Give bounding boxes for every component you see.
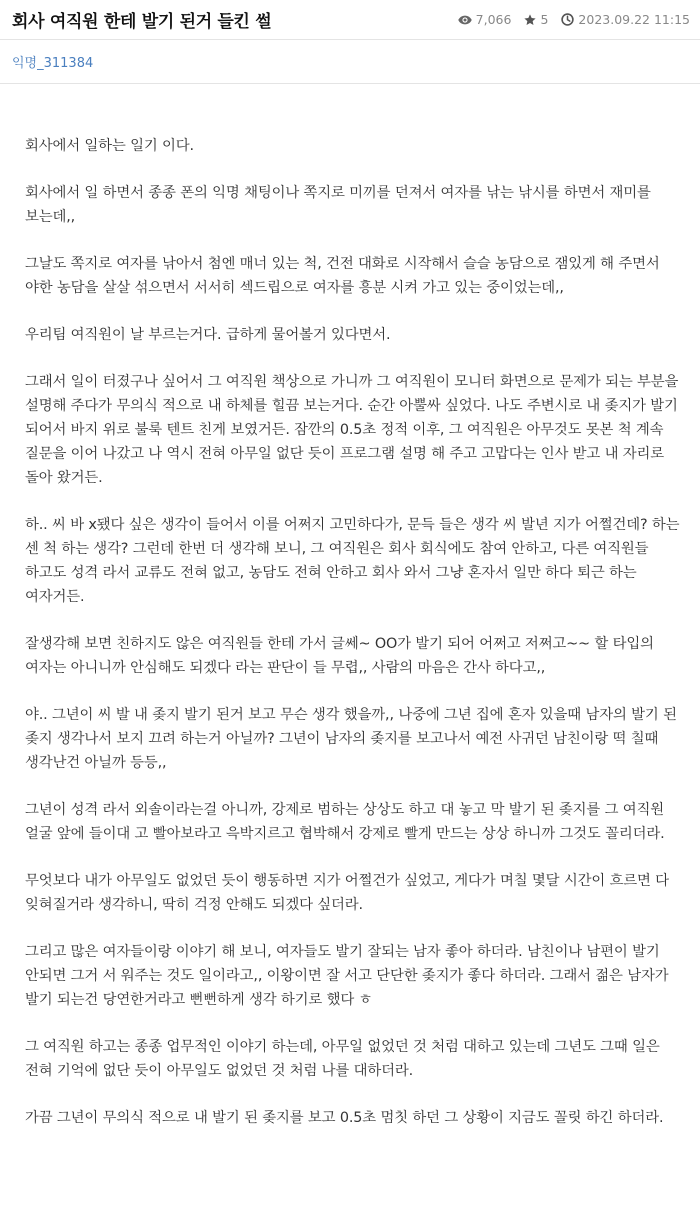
body-paragraph: 그리고 많은 여자들이랑 이야기 해 보니, 여자들도 발기 잘되는 남자 좋아 하더라. 남친이나 남편이 발기 안되면 그거 서 워주는 것도 일이라고,, 이왕이면 잘 서고 단단한 좆지가 좋다 하더라. 그래서 젊은 남자가 발기 되는건 당연한거라고 뻔뻔하게 생각 하기로 했다 ㅎ xyxy=(25,944,669,1008)
body-paragraph: 무엇보다 내가 아무일도 없었던 듯이 행동하면 지가 어쩔건가 싶었고, 게다가 며칠 몇달 시간이 흐르면 다 잊혀질거라 생각하니, 딱히 걱정 안해도 되겠다 싶더라. xyxy=(25,873,669,913)
post-datetime-value: 2023.09.22 11:15 xyxy=(578,12,690,27)
clock-icon xyxy=(561,13,578,26)
post-stats xyxy=(445,12,690,27)
body-paragraph: 회사에서 일 하면서 종종 폰의 익명 채팅이나 쪽지로 미끼를 던져서 여자를 낚는 낚시를 하면서 재미를 보는데,, xyxy=(25,185,651,225)
body-paragraph: 가끔 그년이 무의식 적으로 내 발기 된 좆지를 보고 0.5초 멈칫 하던 그 상황이 지금도 꼴릿 하긴 하더라. xyxy=(25,1110,664,1126)
star-count-value: 5 xyxy=(540,12,549,27)
view-count xyxy=(458,12,512,27)
body-paragraph: 그년이 성격 라서 외솔이라는걸 아니까, 강제로 범하는 상상도 하고 대 놓고 막 발기 된 좆지를 그 여직원 얼굴 앞에 들이대 고 빨아보라고 윽박지르고 협박해서 강제로 빨게 만드는 상상 하니까 그것도 꼴리더라. xyxy=(25,802,665,842)
body-paragraph: 잘생각해 보면 친하지도 않은 여직원들 한테 가서 글쎄~ OO가 발기 되어 어쩌고 저쩌고~~ 할 타입의 여자는 아니니까 안심해도 되겠다 라는 판단이 들 무렵,, 사람의 마음은 간사 하다고,, xyxy=(25,636,654,676)
body-paragraph: 하.. 씨 바 x됐다 싶은 생각이 들어서 이를 어쩌지 고민하다가, 문득 들은 생각 씨 발년 지가 어쩔건데? 하는 센 척 하는 생각? 그런데 한번 더 생각해 보니, 그 여직원은 회사 회식에도 참여 안하고, 다른 여직원들 하고도 성격 라서 교류도 전혀 없고, 농담도 전혀 안하고 회사 와서 그냥 혼자서 일만 하다 퇴근 하는 여자거든. xyxy=(25,517,680,605)
author-row xyxy=(0,40,700,84)
body-paragraph: 야.. 그년이 씨 발 내 좆지 발기 된거 보고 무슨 생각 했을까,, 나중에 그년 집에 혼자 있을때 남자의 발기 된 좆지 생각나서 보지 끄려 하는거 아닐까? 그년이 남자의 좆지를 보고나서 예전 사귀던 남친이랑 떡 칠때 생각난건 아닐까 등등,, xyxy=(25,707,677,771)
view-count-value: 7,066 xyxy=(475,12,512,27)
post-header xyxy=(0,0,700,40)
body-paragraph: 회사에서 일하는 일기 이다. xyxy=(25,138,194,154)
author-link[interactable]: 익명_311384 xyxy=(12,56,94,71)
body-paragraph: 우리팀 여직원이 날 부르는거다. 급하게 물어볼거 있다면서. xyxy=(25,327,391,343)
body-paragraph: 그날도 쪽지로 여자를 낚아서 첨엔 매너 있는 척, 건전 대화로 시작해서 슬슬 농담으로 잼있게 해 주면서 야한 농담을 살살 섞으면서 서서히 섹드립으로 여자를 흥분 시켜 가고 있는 중이었는데,, xyxy=(25,256,660,296)
post-datetime xyxy=(561,12,690,27)
body-paragraph: 그래서 일이 터졌구나 싶어서 그 여직원 책상으로 가니까 그 여직원이 모니터 화면으로 문제가 되는 부분을 설명해 주다가 무의식 적으로 내 하체를 힐끔 보는거다. 순간 아뿔싸 싶었다. 나도 주변시로 내 좆지가 발기 되어서 바지 위로 불룩 텐트 친게 보였거든. 잠깐의 0.5초 정적 이후, 그 여직원은 아무것도 못본 척 계속 질문을 이어 나갔고 나 역시 전혀 아무일 없단 듯이 프로그램 설명 해 주고 고맙다는 인사 받고 내 자리로 돌아 왔거든. xyxy=(25,374,679,486)
eye-icon xyxy=(458,15,476,25)
post-body xyxy=(0,84,700,1130)
body-paragraph: 그 여직원 하고는 종종 업무적인 이야기 하는데, 아무일 없었던 것 처럼 대하고 있는데 그년도 그때 일은 전혀 기억에 없단 듯이 아무일도 없었던 것 처럼 나를 대하더라. xyxy=(25,1039,660,1079)
post-title: 회사 여직원 한테 발기 된거 들킨 썰 xyxy=(12,12,272,32)
star-count xyxy=(524,12,548,27)
star-icon xyxy=(524,14,540,26)
